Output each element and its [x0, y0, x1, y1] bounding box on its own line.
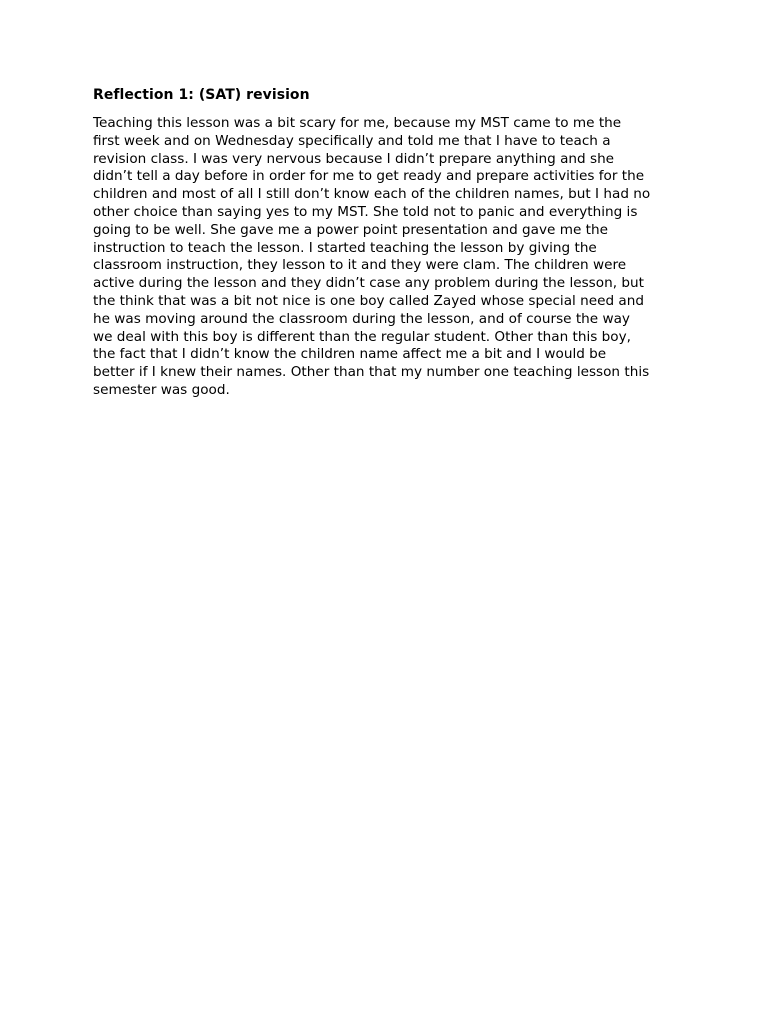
paragraph-line: we deal with this boy is different than the regular student. Other than this boy, [93, 328, 631, 345]
paragraph-line: active during the lesson and they didn’t case any problem during the lesson, but [93, 275, 644, 292]
paragraph-line: the think that was a bit not nice is one boy called Zayed whose special need and [93, 292, 644, 309]
reflection-paragraph [93, 115, 679, 400]
paragraph-line: other choice than saying yes to my MST. She told not to panic and everything is [93, 203, 638, 220]
paragraph-line: revision class. I was very nervous because I didn’t prepare anything and she [93, 150, 615, 167]
paragraph-line: first week and on Wednesday specifically and told me that I have to teach a [93, 132, 611, 149]
document-body [93, 86, 679, 400]
paragraph-line: better if I knew their names. Other than that my number one teaching lesson this [93, 364, 650, 381]
paragraph-line: classroom instruction, they lesson to it and they were clam. The children were [93, 257, 627, 274]
paragraph-line: instruction to teach the lesson. I started teaching the lesson by giving the [93, 239, 597, 256]
paragraph-line: he was moving around the classroom during the lesson, and of course the way [93, 310, 630, 327]
paragraph-line: children and most of all I still don’t know each of the children names, but I had no [93, 186, 651, 203]
paragraph-line: going to be well. She gave me a power point presentation and gave me the [93, 221, 608, 238]
paragraph-line: Teaching this lesson was a bit scary for me, because my MST came to me the [93, 115, 622, 131]
paragraph-line: didn’t tell a day before in order for me to get ready and prepare activities for the [93, 168, 645, 185]
paragraph-line: semester was good. [93, 381, 230, 398]
paragraph-line: the fact that I didn’t know the children name affect me a bit and I would be [93, 346, 607, 363]
document-title: Reflection 1: (SAT) revision [93, 87, 310, 103]
